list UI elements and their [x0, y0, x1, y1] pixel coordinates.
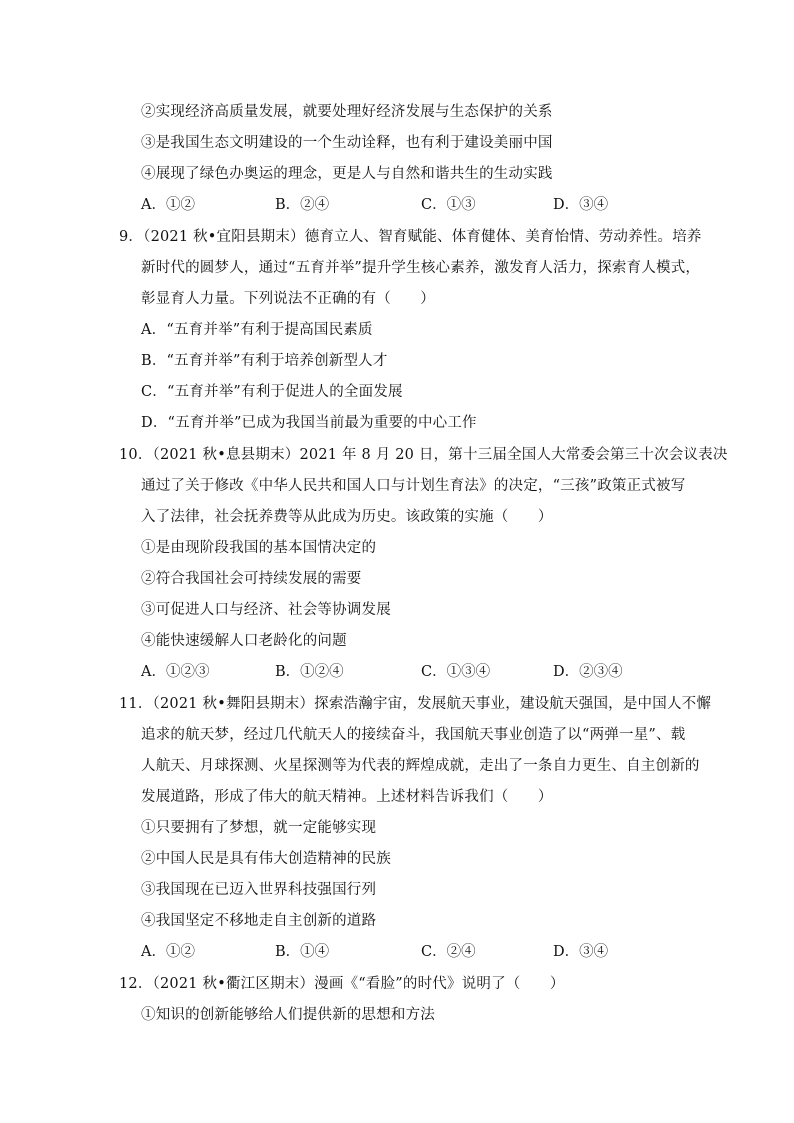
q11-option-b: B．①④: [275, 944, 330, 960]
q9-choice-d: D．“五育并举”已成为我国当前最为重要的中心工作: [141, 415, 477, 431]
q10-option-b: B．①②④: [275, 664, 344, 680]
q9-choice-a: A．“五育并举”有利于提高国民素质: [141, 322, 373, 338]
q11-item-2: ②中国人民是具有伟大创造精神的民族: [141, 851, 391, 867]
q8-option-c: C．①③: [421, 197, 476, 213]
q8-option-b: B．②④: [275, 197, 330, 213]
q9-stem-line-2: 新时代的圆梦人，通过“五育并举”提升学生核心素养，激发育人活力，探索育人模式，: [141, 260, 701, 276]
q11-stem-line-4: 发展道路，形成了伟大的航天精神。上述材料告诉我们（ ）: [141, 789, 553, 805]
q9-choice-c: C．“五育并举”有利于促进人的全面发展: [141, 384, 403, 400]
q11-item-1: ①只要拥有了梦想，就一定能够实现: [141, 820, 377, 836]
q10-option-d: D．②③④: [553, 664, 623, 680]
q10-item-4: ④能快速缓解人口老龄化的问题: [141, 633, 347, 649]
q11-stem-line-3: 人航天、月球探测、火星探测等为代表的辉煌成就，走出了一条自力更生、自主创新的: [141, 758, 700, 774]
q8-item-4: ④展现了绿色办奥运的理念，更是人与自然和谐共生的生动实践: [141, 166, 553, 182]
q11-option-c: C．②④: [421, 944, 476, 960]
q12-item-1: ①知识的创新能够给人们提供新的思想和方法: [141, 1007, 435, 1023]
q10-item-1: ①是由现阶段我国的基本国情决定的: [141, 540, 377, 556]
q10-stem-line-3: 入了法律，社会抚养费等从此成为历史。该政策的实施（ ）: [141, 509, 553, 525]
q11-item-3: ③我国现在已迈入世界科技强国行列: [141, 882, 377, 898]
q11-item-4: ④我国坚定不移地走自主创新的道路: [141, 913, 377, 929]
q9-stem-line-1: 9．（2021 秋•宜阳县期末）德育立人、智育赋能、体育健体、美育怡情、劳动养性。培养: [119, 229, 702, 245]
q9-stem-line-3: 彰显育人力量。下列说法不正确的有（ ）: [141, 291, 435, 307]
q8-item-3: ③是我国生态文明建设的一个生动诠释，也有利于建设美丽中国: [141, 135, 553, 151]
q8-option-a: A．①②: [141, 197, 195, 213]
q8-option-d: D．③④: [553, 197, 609, 213]
q10-options: [141, 662, 761, 682]
q10-stem-line-1: 10．（2021 秋•息县期末）2021 年 8 月 20 日，第十三届全国人大常委会第三十次会议表决: [119, 447, 728, 463]
q11-options: [141, 942, 761, 962]
q9-choice-b: B．“五育并举”有利于培养创新型人才: [141, 353, 388, 369]
q10-item-3: ③可促进人口与经济、社会等协调发展: [141, 602, 391, 618]
q10-stem-line-2: 通过了关于修改《中华人民共和国人口与计划生育法》的决定，“三孩”政策正式被写: [141, 478, 686, 494]
q8-options: [141, 195, 761, 215]
q11-stem-line-1: 11．（2021 秋•舞阳县期末）探索浩瀚宇宙，发展航天事业，建设航天强国，是中国人不懈: [119, 696, 712, 712]
q10-item-2: ②符合我国社会可持续发展的需要: [141, 571, 362, 587]
q10-option-a: A．①②③: [141, 664, 210, 680]
q11-option-a: A．①②: [141, 944, 195, 960]
q10-option-c: C．①③④: [421, 664, 491, 680]
q8-item-2: ②实现经济高质量发展，就要处理好经济发展与生态保护的关系: [141, 104, 553, 120]
q12-stem-line-1: 12．（2021 秋•衢江区期末）漫画《“看脸”的时代》说明了（ ）: [119, 976, 565, 992]
q11-stem-line-2: 追求的航天梦，经过几代航天人的接续奋斗，我国航天事业创造了以“两弹一星”、载: [141, 727, 686, 743]
q11-option-d: D．③④: [553, 944, 609, 960]
